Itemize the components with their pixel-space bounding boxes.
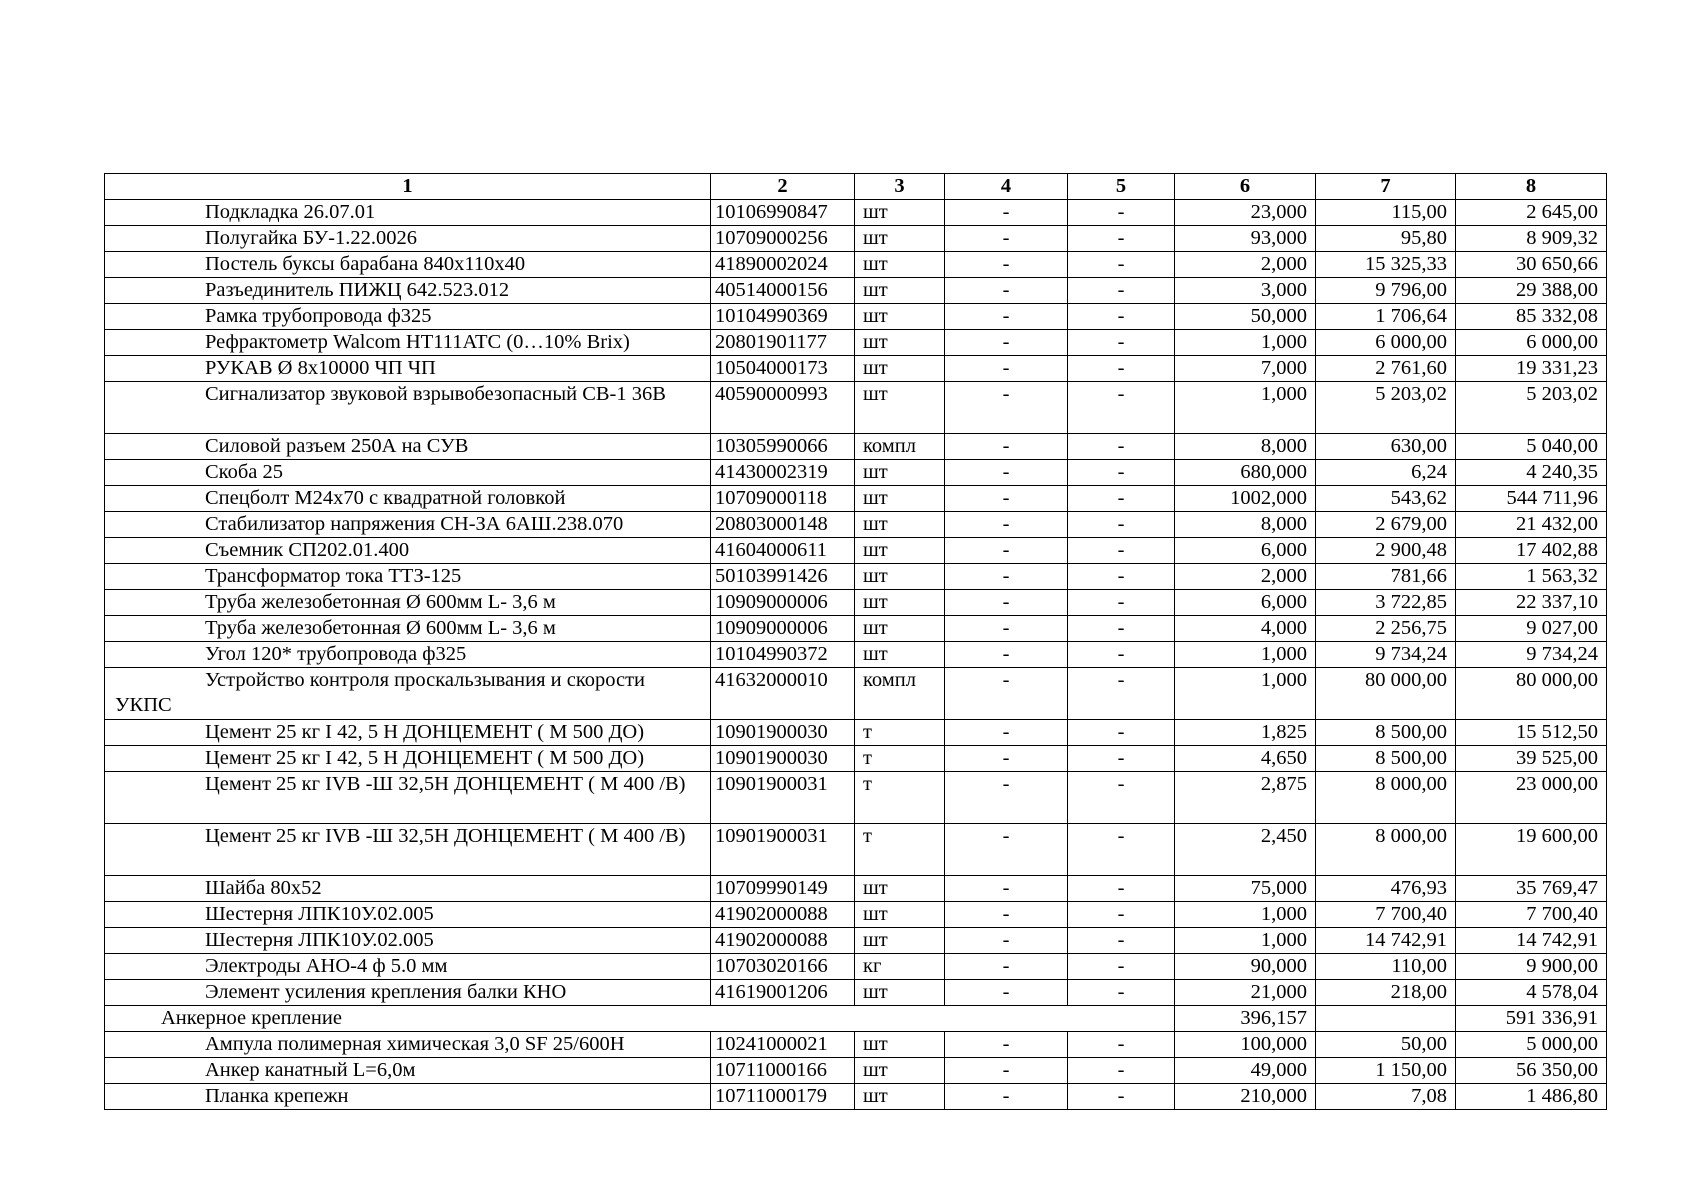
header-cell-1: 1 [105, 174, 711, 200]
col5-cell: - [1068, 980, 1175, 1006]
qty-cell: 50,000 [1175, 304, 1316, 330]
col5-cell: - [1068, 252, 1175, 278]
qty-cell: 1,000 [1175, 902, 1316, 928]
qty-cell: 75,000 [1175, 876, 1316, 902]
price-cell: 9 796,00 [1316, 278, 1456, 304]
qty-cell: 8,000 [1175, 512, 1316, 538]
total-cell: 85 332,08 [1456, 304, 1607, 330]
table-row [105, 382, 1607, 434]
item-name-cell: Подкладка 26.07.01 [105, 200, 711, 226]
materials-table [104, 173, 1607, 1110]
total-cell: 5 203,02 [1456, 382, 1607, 434]
table-row [105, 486, 1607, 512]
table-row [105, 876, 1607, 902]
total-cell: 22 337,10 [1456, 590, 1607, 616]
header-cell-3: 3 [855, 174, 945, 200]
item-name-cell: Труба железобетонная Ø 600мм L- 3,6 м [105, 616, 711, 642]
unit-cell: шт [855, 1084, 945, 1110]
table-row [105, 590, 1607, 616]
qty-cell: 2,000 [1175, 564, 1316, 590]
price-cell: 8 000,00 [1316, 824, 1456, 876]
item-name-cell: Элемент усиления крепления балки КНО [105, 980, 711, 1006]
col4-cell: - [945, 434, 1068, 460]
unit-cell: шт [855, 538, 945, 564]
col5-cell: - [1068, 538, 1175, 564]
col4-cell: - [945, 460, 1068, 486]
total-cell: 56 350,00 [1456, 1058, 1607, 1084]
qty-cell: 1,000 [1175, 330, 1316, 356]
unit-cell: шт [855, 304, 945, 330]
price-cell: 543,62 [1316, 486, 1456, 512]
table-row [105, 980, 1607, 1006]
col4-cell: - [945, 772, 1068, 824]
header-cell-6: 6 [1175, 174, 1316, 200]
table-row [105, 538, 1607, 564]
price-cell: 781,66 [1316, 564, 1456, 590]
col4-cell: - [945, 746, 1068, 772]
total-cell: 1 486,80 [1456, 1084, 1607, 1110]
unit-cell: кг [855, 954, 945, 980]
qty-cell: 210,000 [1175, 1084, 1316, 1110]
col5-cell: - [1068, 434, 1175, 460]
qty-cell: 90,000 [1175, 954, 1316, 980]
qty-cell: 8,000 [1175, 434, 1316, 460]
price-cell: 14 742,91 [1316, 928, 1456, 954]
total-cell: 4 578,04 [1456, 980, 1607, 1006]
col5-cell: - [1068, 590, 1175, 616]
total-cell: 544 711,96 [1456, 486, 1607, 512]
qty-cell: 1,000 [1175, 668, 1316, 720]
total-cell: 9 900,00 [1456, 954, 1607, 980]
qty-cell: 1,825 [1175, 720, 1316, 746]
qty-cell: 1,000 [1175, 382, 1316, 434]
unit-cell: т [855, 824, 945, 876]
table-row [105, 356, 1607, 382]
total-cell: 9 734,24 [1456, 642, 1607, 668]
col4-cell: - [945, 642, 1068, 668]
col4-cell: - [945, 928, 1068, 954]
col4-cell: - [945, 330, 1068, 356]
qty-cell: 49,000 [1175, 1058, 1316, 1084]
col4-cell: - [945, 252, 1068, 278]
col5-cell: - [1068, 954, 1175, 980]
item-name-cell: Ампула полимерная химическая 3,0 SF 25/600Н [105, 1032, 711, 1058]
price-cell: 95,80 [1316, 226, 1456, 252]
col4-cell: - [945, 382, 1068, 434]
table-row [105, 954, 1607, 980]
item-code-cell: 40514000156 [711, 278, 855, 304]
price-cell: 6,24 [1316, 460, 1456, 486]
table-group-row [105, 1006, 1607, 1032]
header-cell-8: 8 [1456, 174, 1607, 200]
item-code-cell: 41619001206 [711, 980, 855, 1006]
unit-cell: компл [855, 434, 945, 460]
item-code-cell: 10709000256 [711, 226, 855, 252]
col5-cell: - [1068, 928, 1175, 954]
table-row [105, 824, 1607, 876]
price-cell: 8 000,00 [1316, 772, 1456, 824]
col4-cell: - [945, 616, 1068, 642]
table-row [105, 746, 1607, 772]
qty-cell: 93,000 [1175, 226, 1316, 252]
unit-cell: шт [855, 382, 945, 434]
table-row [105, 460, 1607, 486]
unit-cell: шт [855, 1032, 945, 1058]
document-sheet [104, 173, 1606, 1110]
col5-cell: - [1068, 1058, 1175, 1084]
item-code-cell: 10709000118 [711, 486, 855, 512]
col4-cell: - [945, 590, 1068, 616]
total-cell: 4 240,35 [1456, 460, 1607, 486]
total-cell: 23 000,00 [1456, 772, 1607, 824]
item-name-cell: Разъединитель ПИЖЦ 642.523.012 [105, 278, 711, 304]
col4-cell: - [945, 564, 1068, 590]
item-code-cell: 10709990149 [711, 876, 855, 902]
qty-cell: 2,450 [1175, 824, 1316, 876]
item-code-cell: 41430002319 [711, 460, 855, 486]
item-name-cell: Рефрактометр Walcom HT111ATC (0…10% Brix) [105, 330, 711, 356]
price-cell: 630,00 [1316, 434, 1456, 460]
item-code-cell: 20801901177 [711, 330, 855, 356]
col5-cell: - [1068, 642, 1175, 668]
price-cell: 5 203,02 [1316, 382, 1456, 434]
item-code-cell: 10901900030 [711, 746, 855, 772]
qty-cell: 4,000 [1175, 616, 1316, 642]
total-cell: 21 432,00 [1456, 512, 1607, 538]
col5-cell: - [1068, 200, 1175, 226]
col4-cell: - [945, 1058, 1068, 1084]
item-name-cell: Силовой разъем 250А на СУВ [105, 434, 711, 460]
unit-cell: т [855, 772, 945, 824]
col4-cell: - [945, 980, 1068, 1006]
col4-cell: - [945, 902, 1068, 928]
col5-cell: - [1068, 876, 1175, 902]
item-code-cell: 41632000010 [711, 668, 855, 720]
unit-cell: шт [855, 564, 945, 590]
item-name-cell: Устройство контроля проскальзывания и скорости УКПС [105, 668, 711, 720]
col5-cell: - [1068, 382, 1175, 434]
qty-cell: 396,157 [1175, 1006, 1316, 1032]
unit-cell: шт [855, 1058, 945, 1084]
table-row [105, 772, 1607, 824]
col5-cell: - [1068, 1032, 1175, 1058]
item-name-cell: Стабилизатор напряжения СН-ЗА 6АШ.238.070 [105, 512, 711, 538]
total-cell: 19 331,23 [1456, 356, 1607, 382]
col4-cell: - [945, 512, 1068, 538]
unit-cell: компл [855, 668, 945, 720]
table-row [105, 200, 1607, 226]
unit-cell: шт [855, 460, 945, 486]
header-cell-7: 7 [1316, 174, 1456, 200]
col4-cell: - [945, 824, 1068, 876]
unit-cell: шт [855, 642, 945, 668]
col4-cell: - [945, 876, 1068, 902]
col5-cell: - [1068, 278, 1175, 304]
price-cell: 6 000,00 [1316, 330, 1456, 356]
price-cell: 8 500,00 [1316, 720, 1456, 746]
col5-cell: - [1068, 356, 1175, 382]
total-cell: 35 769,47 [1456, 876, 1607, 902]
item-name-cell: Цемент 25 кг I 42, 5 Н ДОНЦЕМЕНТ ( М 500 ДО) [105, 720, 711, 746]
item-name-cell: Постель буксы барабана 840х110х40 [105, 252, 711, 278]
table-row [105, 304, 1607, 330]
unit-cell: шт [855, 512, 945, 538]
unit-cell: шт [855, 200, 945, 226]
header-cell-5: 5 [1068, 174, 1175, 200]
item-name-cell: Цемент 25 кг IVB -Ш 32,5Н ДОНЦЕМЕНТ ( М 400 /В) [105, 824, 711, 876]
item-code-cell: 41890002024 [711, 252, 855, 278]
item-name-cell: Цемент 25 кг IVB -Ш 32,5Н ДОНЦЕМЕНТ ( М 400 /В) [105, 772, 711, 824]
col4-cell: - [945, 1032, 1068, 1058]
qty-cell: 1,000 [1175, 642, 1316, 668]
table-row [105, 616, 1607, 642]
item-name-cell: Шестерня ЛПК10У.02.005 [105, 902, 711, 928]
table-row [105, 252, 1607, 278]
price-cell: 80 000,00 [1316, 668, 1456, 720]
qty-cell: 6,000 [1175, 590, 1316, 616]
table-row [105, 226, 1607, 252]
header-cell-4: 4 [945, 174, 1068, 200]
total-cell: 5 000,00 [1456, 1032, 1607, 1058]
item-code-cell: 10901900031 [711, 824, 855, 876]
price-cell: 7,08 [1316, 1084, 1456, 1110]
col5-cell: - [1068, 746, 1175, 772]
price-cell: 2 679,00 [1316, 512, 1456, 538]
total-cell: 591 336,91 [1456, 1006, 1607, 1032]
qty-cell: 23,000 [1175, 200, 1316, 226]
price-cell: 2 900,48 [1316, 538, 1456, 564]
table-row [105, 278, 1607, 304]
table-row [105, 1084, 1607, 1110]
unit-cell: т [855, 720, 945, 746]
table-body [105, 200, 1607, 1110]
total-cell: 1 563,32 [1456, 564, 1607, 590]
table-row [105, 902, 1607, 928]
col5-cell: - [1068, 460, 1175, 486]
col4-cell: - [945, 226, 1068, 252]
col5-cell: - [1068, 1084, 1175, 1110]
col5-cell: - [1068, 668, 1175, 720]
unit-cell: шт [855, 590, 945, 616]
col4-cell: - [945, 356, 1068, 382]
total-cell: 19 600,00 [1456, 824, 1607, 876]
item-code-cell: 10901900031 [711, 772, 855, 824]
item-name-cell: Шестерня ЛПК10У.02.005 [105, 928, 711, 954]
col5-cell: - [1068, 512, 1175, 538]
item-name-cell: Спецболт М24х70 с квадратной головкой [105, 486, 711, 512]
col4-cell: - [945, 668, 1068, 720]
item-code-cell: 10711000166 [711, 1058, 855, 1084]
price-cell: 50,00 [1316, 1032, 1456, 1058]
item-code-cell: 50103991426 [711, 564, 855, 590]
item-code-cell: 10106990847 [711, 200, 855, 226]
item-name-cell: Шайба 80х52 [105, 876, 711, 902]
qty-cell: 680,000 [1175, 460, 1316, 486]
unit-cell: шт [855, 226, 945, 252]
qty-cell: 7,000 [1175, 356, 1316, 382]
col4-cell: - [945, 200, 1068, 226]
unit-cell: шт [855, 252, 945, 278]
total-cell: 15 512,50 [1456, 720, 1607, 746]
item-name-cell: Труба железобетонная Ø 600мм L- 3,6 м [105, 590, 711, 616]
price-cell: 2 256,75 [1316, 616, 1456, 642]
unit-cell: шт [855, 980, 945, 1006]
col4-cell: - [945, 538, 1068, 564]
item-code-cell: 10104990369 [711, 304, 855, 330]
total-cell: 17 402,88 [1456, 538, 1607, 564]
col4-cell: - [945, 1084, 1068, 1110]
table-row [105, 1032, 1607, 1058]
item-code-cell: 10241000021 [711, 1032, 855, 1058]
item-name-cell: Съемник СП202.01.400 [105, 538, 711, 564]
price-cell: 476,93 [1316, 876, 1456, 902]
table-row [105, 434, 1607, 460]
price-cell: 7 700,40 [1316, 902, 1456, 928]
header-cell-2: 2 [711, 174, 855, 200]
item-name-cell: Угол 120* трубопровода ф325 [105, 642, 711, 668]
col4-cell: - [945, 954, 1068, 980]
price-cell: 9 734,24 [1316, 642, 1456, 668]
col5-cell: - [1068, 902, 1175, 928]
total-cell: 29 388,00 [1456, 278, 1607, 304]
item-name-cell: Электроды АНО-4 ф 5.0 мм [105, 954, 711, 980]
item-name-cell: Сигнализатор звуковой взрывобезопасный СВ-1 36В [105, 382, 711, 434]
item-name-cell: Полугайка БУ-1.22.0026 [105, 226, 711, 252]
unit-cell: шт [855, 356, 945, 382]
qty-cell: 4,650 [1175, 746, 1316, 772]
qty-cell: 6,000 [1175, 538, 1316, 564]
total-cell: 8 909,32 [1456, 226, 1607, 252]
col5-cell: - [1068, 720, 1175, 746]
qty-cell: 100,000 [1175, 1032, 1316, 1058]
item-name-cell: РУКАВ Ø 8х10000 ЧП ЧП [105, 356, 711, 382]
col5-cell: - [1068, 486, 1175, 512]
item-code-cell: 41902000088 [711, 928, 855, 954]
col5-cell: - [1068, 564, 1175, 590]
item-code-cell: 10703020166 [711, 954, 855, 980]
col5-cell: - [1068, 616, 1175, 642]
item-code-cell: 10909000006 [711, 616, 855, 642]
qty-cell: 3,000 [1175, 278, 1316, 304]
total-cell: 39 525,00 [1456, 746, 1607, 772]
header-row [105, 174, 1607, 200]
table-row [105, 668, 1607, 720]
qty-cell: 21,000 [1175, 980, 1316, 1006]
item-code-cell: 10901900030 [711, 720, 855, 746]
total-cell: 80 000,00 [1456, 668, 1607, 720]
price-cell: 3 722,85 [1316, 590, 1456, 616]
item-code-cell: 20803000148 [711, 512, 855, 538]
total-cell: 9 027,00 [1456, 616, 1607, 642]
col4-cell: - [945, 720, 1068, 746]
item-code-cell: 10504000173 [711, 356, 855, 382]
col5-cell: - [1068, 226, 1175, 252]
table-row [105, 1058, 1607, 1084]
unit-cell: шт [855, 902, 945, 928]
price-cell: 2 761,60 [1316, 356, 1456, 382]
price-cell: 115,00 [1316, 200, 1456, 226]
item-name-cell: Трансформатор тока ТТЗ-125 [105, 564, 711, 590]
table-row [105, 642, 1607, 668]
item-code-cell: 10909000006 [711, 590, 855, 616]
item-code-cell: 41902000088 [711, 902, 855, 928]
unit-cell: т [855, 746, 945, 772]
table-row [105, 564, 1607, 590]
price-cell: 1 150,00 [1316, 1058, 1456, 1084]
unit-cell: шт [855, 616, 945, 642]
total-cell: 30 650,66 [1456, 252, 1607, 278]
group-name-cell: Анкерное крепление [105, 1006, 1175, 1032]
qty-cell: 1,000 [1175, 928, 1316, 954]
unit-cell: шт [855, 876, 945, 902]
col5-cell: - [1068, 330, 1175, 356]
item-name-cell: Планка крепежн [105, 1084, 711, 1110]
col5-cell: - [1068, 772, 1175, 824]
item-code-cell: 10305990066 [711, 434, 855, 460]
price-cell: 1 706,64 [1316, 304, 1456, 330]
item-name-cell: Анкер канатный L=6,0м [105, 1058, 711, 1084]
unit-cell: шт [855, 330, 945, 356]
total-cell: 6 000,00 [1456, 330, 1607, 356]
price-cell: 218,00 [1316, 980, 1456, 1006]
table-row [105, 512, 1607, 538]
total-cell: 7 700,40 [1456, 902, 1607, 928]
col4-cell: - [945, 486, 1068, 512]
unit-cell: шт [855, 486, 945, 512]
item-code-cell: 10104990372 [711, 642, 855, 668]
item-name-cell: Скоба 25 [105, 460, 711, 486]
item-code-cell: 41604000611 [711, 538, 855, 564]
qty-cell: 2,000 [1175, 252, 1316, 278]
col4-cell: - [945, 304, 1068, 330]
price-cell: 110,00 [1316, 954, 1456, 980]
price-cell [1316, 1006, 1456, 1032]
total-cell: 14 742,91 [1456, 928, 1607, 954]
table-row [105, 928, 1607, 954]
qty-cell: 2,875 [1175, 772, 1316, 824]
item-code-cell: 40590000993 [711, 382, 855, 434]
unit-cell: шт [855, 928, 945, 954]
col5-cell: - [1068, 824, 1175, 876]
col5-cell: - [1068, 304, 1175, 330]
item-code-cell: 10711000179 [711, 1084, 855, 1110]
price-cell: 15 325,33 [1316, 252, 1456, 278]
qty-cell: 1002,000 [1175, 486, 1316, 512]
table-row [105, 720, 1607, 746]
table-row [105, 330, 1607, 356]
price-cell: 8 500,00 [1316, 746, 1456, 772]
total-cell: 2 645,00 [1456, 200, 1607, 226]
col4-cell: - [945, 278, 1068, 304]
item-name-cell: Цемент 25 кг I 42, 5 Н ДОНЦЕМЕНТ ( М 500 ДО) [105, 746, 711, 772]
total-cell: 5 040,00 [1456, 434, 1607, 460]
item-name-cell: Рамка трубопровода ф325 [105, 304, 711, 330]
unit-cell: шт [855, 278, 945, 304]
